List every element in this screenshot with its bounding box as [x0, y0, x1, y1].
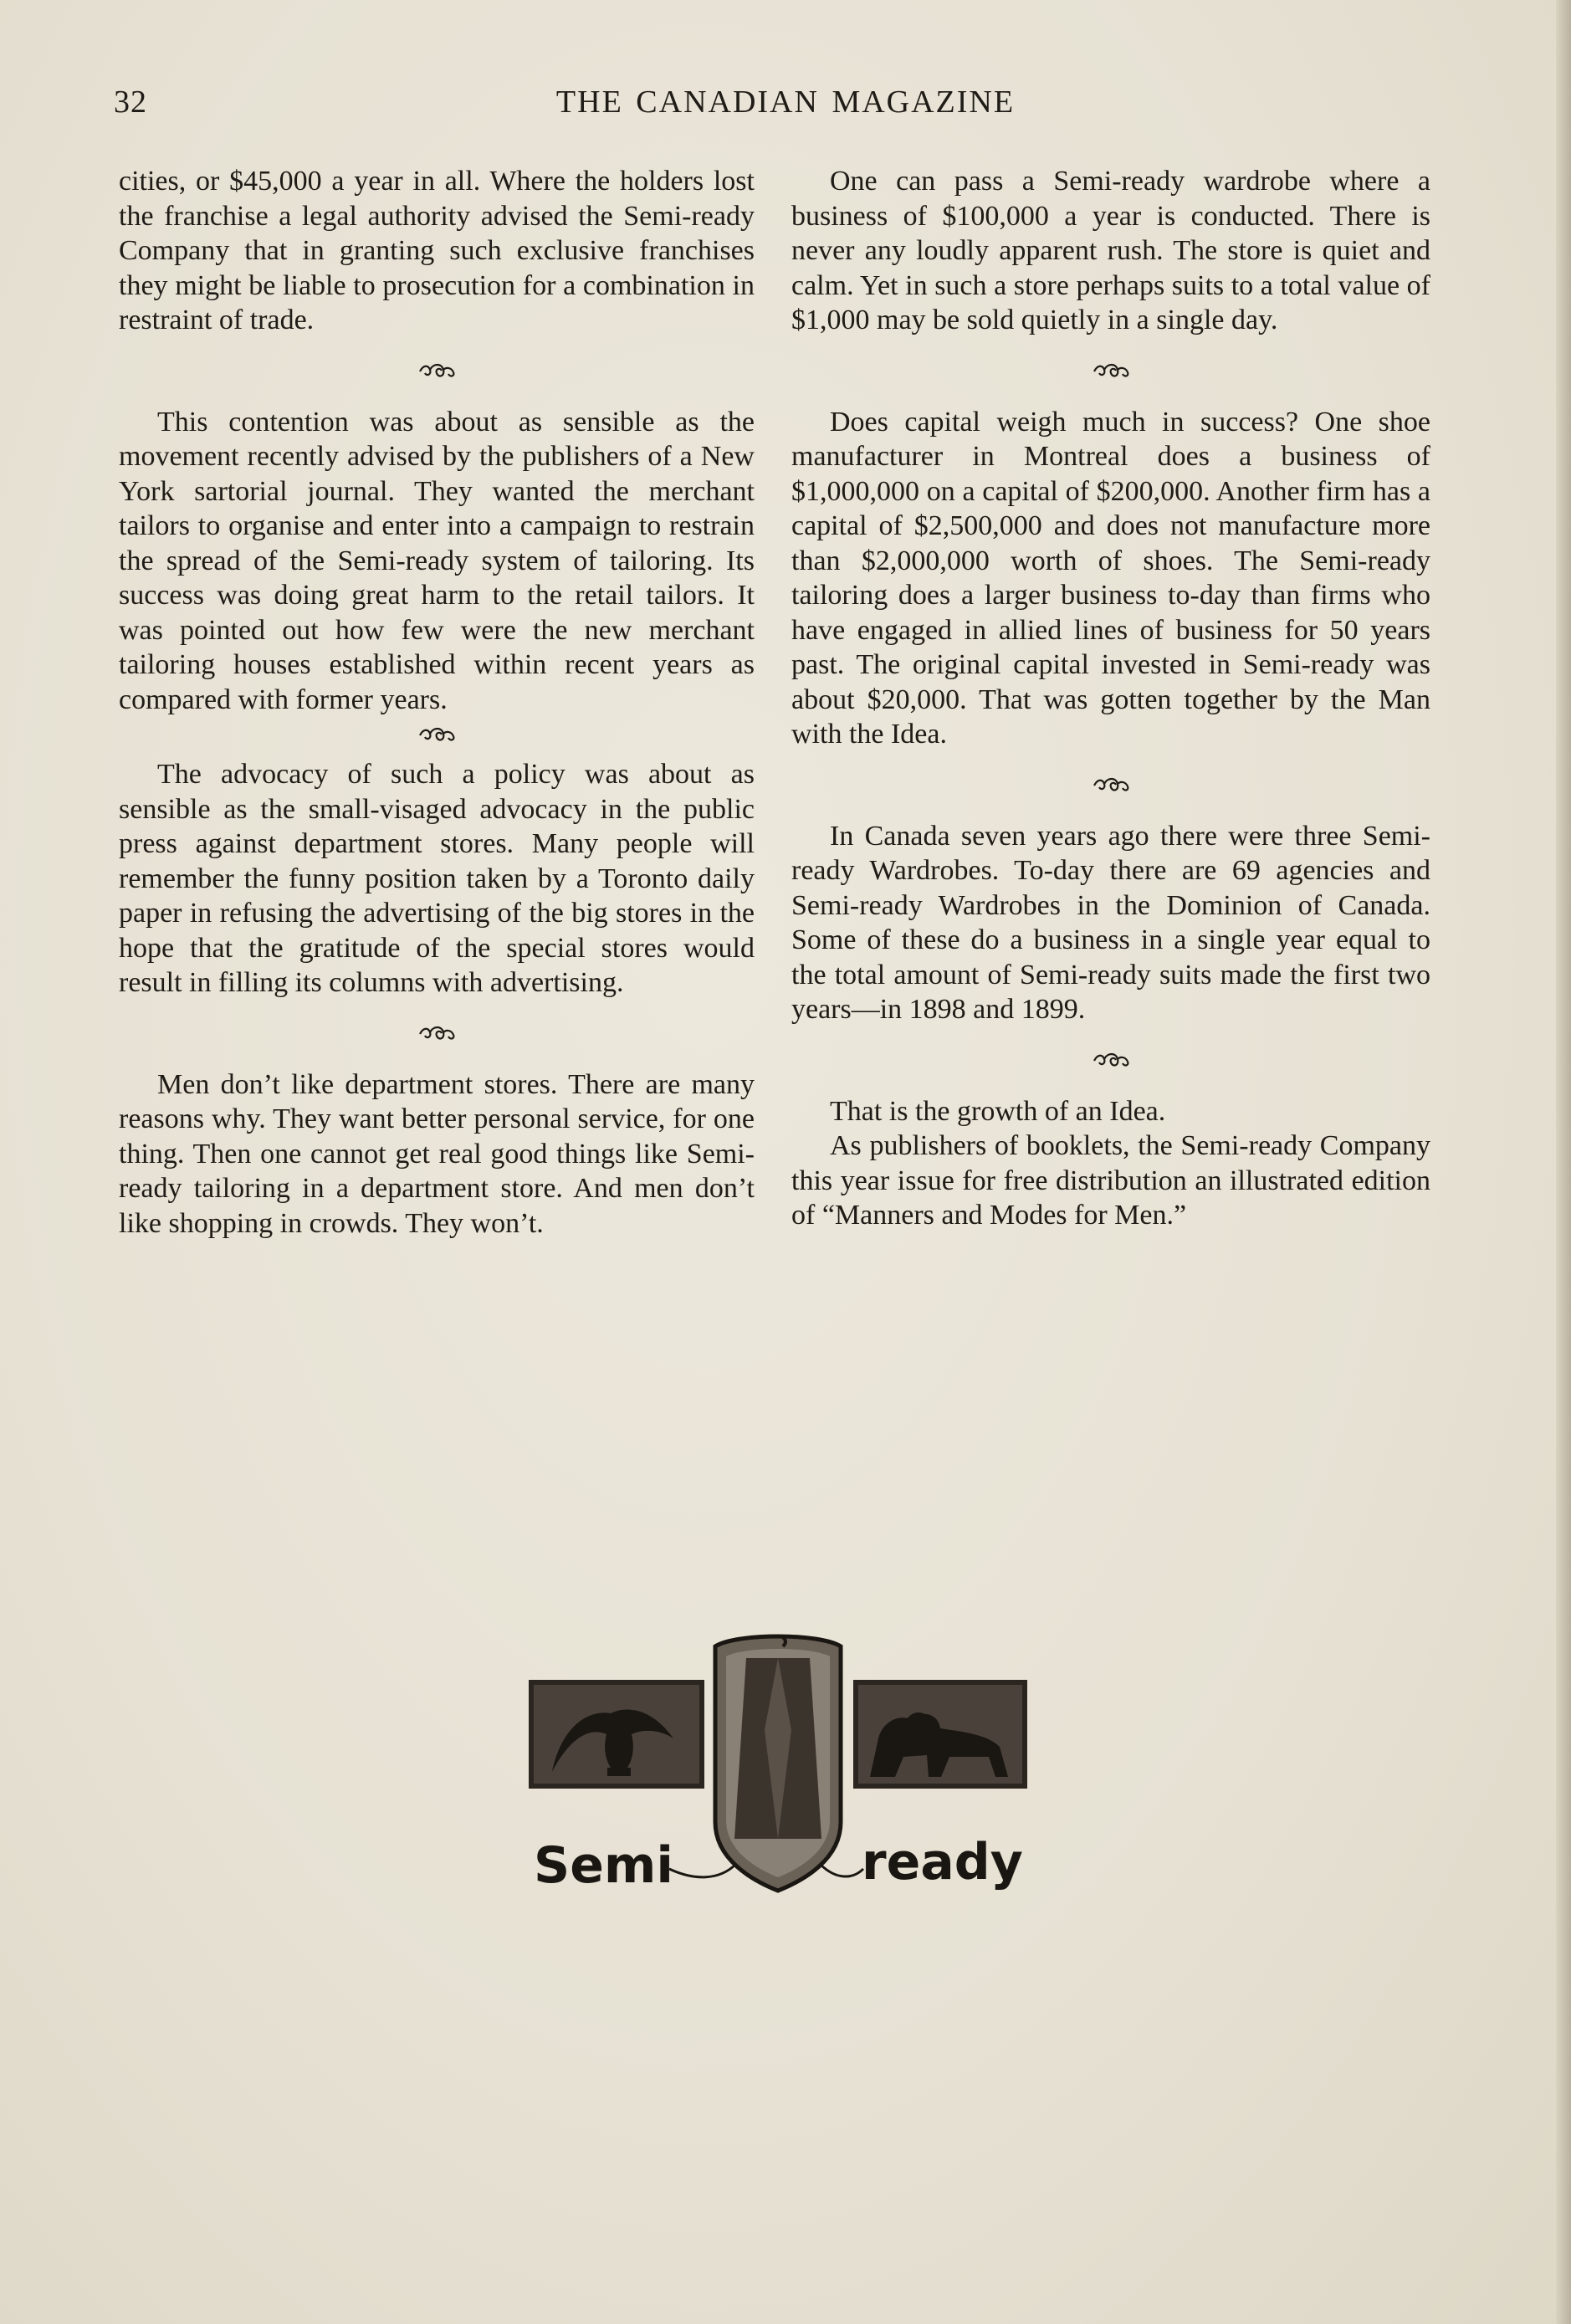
page-edge-shadow	[1556, 0, 1571, 2324]
paragraph: One can pass a Semi-ready wardrobe where a business of $100,000 a year is conducted. There is never any loudly apparent rush. The store is quiet and calm. Yet in such a store perhaps suits to a total value of $1,000 may be sold quietly in a single day.	[791, 166, 1430, 335]
coat-icon	[734, 1636, 821, 1839]
paragraph: That is the growth of an Idea.	[830, 1095, 1166, 1127]
paragraph: In Canada seven years ago there were three Semi-ready Wardrobes. To-day there are 69 agencies and Semi-ready Wardrobes in the Dominion of Canada. Some of these do a business in a single year equal to the total amount of Semi-ready suits made the first two years—in 1898 and 1899.	[791, 820, 1430, 1025]
swash-right	[820, 1864, 863, 1876]
logo-word-right: ready	[862, 1833, 1023, 1891]
logo-word-left: Semi	[534, 1836, 673, 1895]
swash-left	[669, 1864, 736, 1877]
paragraph: As publishers of booklets, the Semi-ready Company this year issue for free distribution an illustrated edition of “Manners and Modes for Men.”	[791, 1130, 1430, 1231]
fleuron-icon	[1091, 1051, 1131, 1069]
paragraph: The advocacy of such a policy was about as sensible as the small-visaged advocacy in the public press against department stores. Many people will remember the funny position taken by a Toronto daily paper in refusing the advertising of the big stores in the hope that the gratitude of the special stores would result in filling its columns with advertising.	[119, 759, 755, 998]
left-column	[119, 164, 755, 1241]
paragraph: Men don’t like department stores. There are many reasons why. They want better personal service, for one thing. Then one cannot get real good things like Semi-ready tailoring in a department store. And men don’t like shopping in crowds. They won’t.	[119, 1068, 755, 1239]
fleuron-icon	[1091, 776, 1131, 794]
fleuron-icon	[417, 1024, 457, 1042]
page-number: 32	[114, 84, 147, 120]
fleuron-icon	[417, 361, 457, 380]
right-column	[791, 164, 1430, 1233]
paragraph: cities, or $45,000 a year in all. Where the holders lost the franchise a legal authority advised the Semi-ready Company that in granting such exclusive franchises they might be liable to prosecution for a combination in restraint of trade.	[119, 166, 755, 335]
paragraph: Does capital weigh much in success? One shoe manufacturer in Montreal does a business of $1,000,000 on a capital of $200,000. Another firm has a capital of $2,500,000 and does not manufacture more than $2,000,000 worth of shoes. The Semi-ready tailoring does a larger business to-day than firms who have engaged in allied lines of business for 50 years past. The original capital invested in Semi-ready was about $20,000. That was gotten together by the Man with the Idea.	[791, 406, 1430, 750]
paragraph: This contention was about as sensible as the movement recently advised by the publishers of a New York sartorial journal. They wanted the merchant tailors to organise and enter into a campaign to restrain the spread of the Semi-ready system of tailoring. Its success was doing great harm to the retail tailors. It was pointed out how few were the new merchant tailoring houses established within recent years as compared with former years.	[119, 406, 755, 715]
semi-ready-logo	[527, 1630, 1029, 1914]
fleuron-icon	[417, 725, 457, 744]
fleuron-icon	[1091, 361, 1131, 380]
running-head: THE CANADIAN MAGAZINE	[555, 84, 1016, 120]
